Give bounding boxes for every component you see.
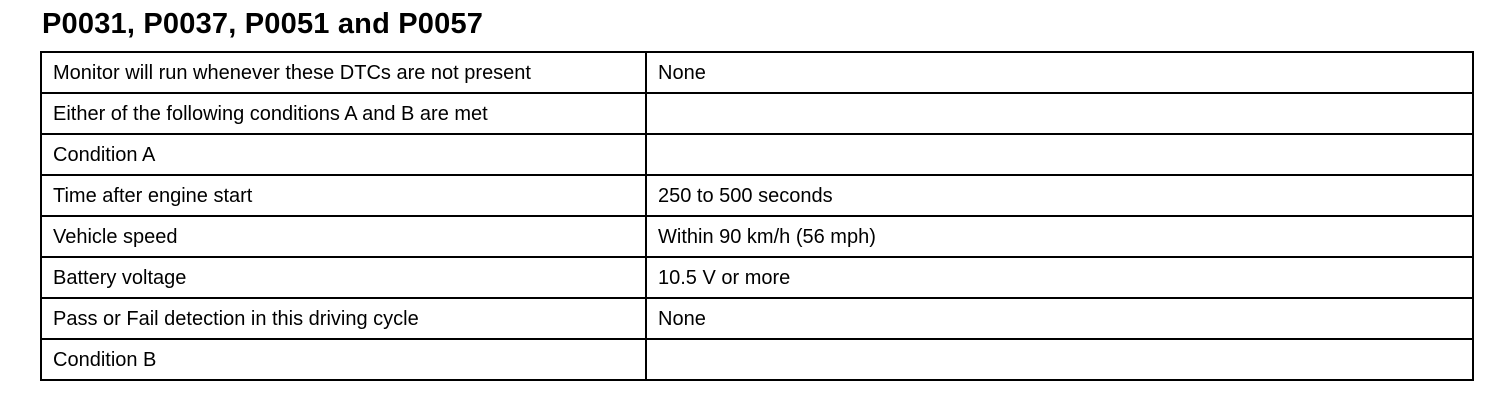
table-row — [41, 339, 1473, 380]
condition-value: 250 to 500 seconds — [646, 175, 1473, 216]
condition-value: 10.5 V or more — [646, 257, 1473, 298]
condition-label: Time after engine start — [41, 175, 646, 216]
condition-label: Condition A — [41, 134, 646, 175]
condition-label: Vehicle speed — [41, 216, 646, 257]
table-row — [41, 134, 1473, 175]
condition-label: Monitor will run whenever these DTCs are not present — [41, 52, 646, 93]
table-row — [41, 216, 1473, 257]
table-row — [41, 52, 1473, 93]
condition-value — [646, 339, 1473, 380]
table-row — [41, 175, 1473, 216]
table-row — [41, 298, 1473, 339]
condition-label: Pass or Fail detection in this driving cycle — [41, 298, 646, 339]
condition-value: None — [646, 298, 1473, 339]
document-title: P0031, P0037, P0051 and P0057 — [42, 8, 484, 40]
table-row — [41, 257, 1473, 298]
condition-value: Within 90 km/h (56 mph) — [646, 216, 1473, 257]
condition-value — [646, 134, 1473, 175]
conditions-table — [40, 51, 1474, 381]
condition-label: Condition B — [41, 339, 646, 380]
condition-label: Battery voltage — [41, 257, 646, 298]
condition-label: Either of the following conditions A and B are met — [41, 93, 646, 134]
condition-value: None — [646, 52, 1473, 93]
condition-value — [646, 93, 1473, 134]
table-row — [41, 93, 1473, 134]
